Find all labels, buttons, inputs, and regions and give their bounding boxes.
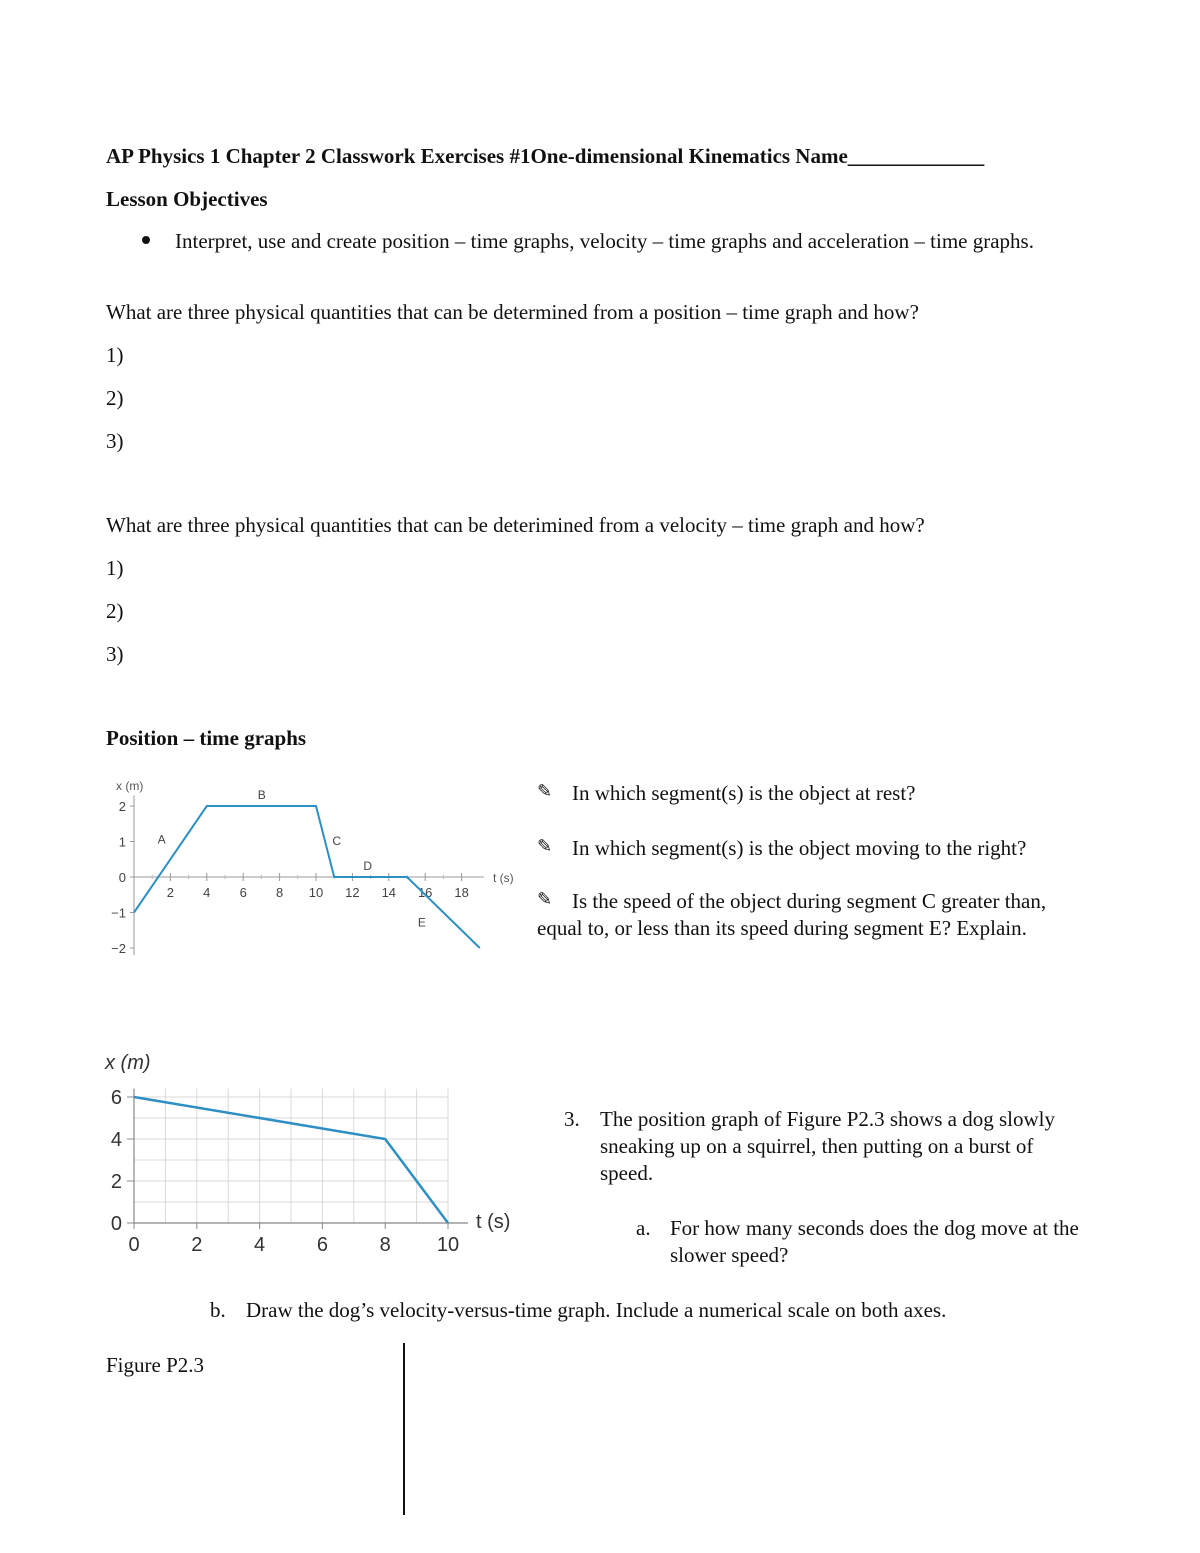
pencil-icon: ✎ — [537, 889, 553, 909]
x-tick-label: 6 — [316, 1234, 328, 1256]
x-tick-label: 2 — [166, 885, 175, 900]
y-tick-label: 0 — [118, 870, 126, 885]
velocity-question: What are three physical quantities that can be deterimined from a velocity – time graph and how? — [106, 513, 925, 537]
segment-label-c: C — [332, 834, 342, 849]
answer-label: 3) — [106, 642, 124, 666]
y-tick-label: 4 — [110, 1129, 122, 1151]
question-speed-compare: Is the speed of the object during segment C greater than, equal to, or less than its speed during segment E? Explain. — [537, 889, 1047, 940]
problem-text: The position graph of Figure P2.3 shows a dog slowly sneaking up on a squirrel, then putting on a burst of speed. — [600, 1107, 1055, 1185]
tick-labels — [111, 1087, 459, 1256]
x-tick-label: 16 — [417, 885, 433, 900]
segment-label-e: E — [417, 915, 426, 930]
x-tick-label: 14 — [381, 885, 397, 900]
part-a-text: For how many seconds does the dog move at the slower speed? — [670, 1216, 1079, 1267]
axes — [130, 795, 484, 955]
x-tick-label: 4 — [203, 885, 211, 900]
segments-graph — [100, 772, 520, 972]
x-tick-label: 2 — [191, 1234, 203, 1256]
x-axis-label: t (s) — [493, 871, 514, 885]
x-tick-label: 4 — [254, 1234, 266, 1256]
answer-label: 2) — [106, 599, 124, 623]
gridlines — [134, 1089, 448, 1223]
objective-item: Interpret, use and create position – time graphs, velocity – time graphs and acceleration – time graphs. — [175, 229, 1034, 253]
figure-p2-3-graph — [100, 1045, 520, 1270]
pencil-icon: ✎ — [537, 836, 553, 856]
name-blank: _____________ — [847, 144, 985, 168]
x-tick-label: 8 — [275, 885, 284, 900]
bullet-icon — [142, 236, 150, 244]
answer-label: 3) — [106, 429, 124, 453]
drawing-axis-line — [403, 1343, 405, 1515]
y-tick-label: 6 — [110, 1087, 122, 1109]
answer-label: 1) — [106, 556, 124, 580]
answer-label: 2) — [106, 386, 124, 410]
y-tick-label: 1 — [118, 834, 126, 850]
y-axis-label: x (m) — [116, 779, 144, 793]
x-tick-label: 18 — [454, 885, 469, 900]
objectives-heading: Lesson Objectives — [106, 187, 268, 211]
page-title — [106, 143, 984, 170]
y-axis-label: x (m) — [105, 1052, 151, 1074]
x-tick-label: 0 — [128, 1234, 140, 1256]
x-axis-label: t (s) — [476, 1211, 511, 1233]
figure-label: Figure P2.3 — [106, 1353, 205, 1377]
x-tick-label: 12 — [345, 885, 360, 900]
y-tick-label: 2 — [110, 1171, 122, 1193]
part-a-label: a. — [636, 1216, 651, 1240]
question-at-rest: In which segment(s) is the object at rest? — [572, 781, 916, 805]
x-tick-label: 8 — [379, 1234, 391, 1256]
y-tick-label: −2 — [111, 941, 126, 956]
problem-number: 3. — [564, 1107, 580, 1131]
title-text: AP Physics 1 Chapter 2 Classwork Exercises #1One-dimensional Kinematics Name — [106, 144, 848, 168]
x-tick-label: 6 — [239, 885, 247, 900]
pencil-icon: ✎ — [537, 781, 553, 801]
part-b-label: b. — [210, 1298, 226, 1322]
y-tick-label: 0 — [110, 1213, 122, 1235]
answer-label: 1) — [106, 343, 124, 367]
question-moving-right: In which segment(s) is the object moving to the right? — [572, 836, 1027, 860]
part-b-text: Draw the dog’s velocity-versus-time graph. Include a numerical scale on both axes. — [246, 1298, 947, 1322]
section-heading: Position – time graphs — [106, 726, 307, 750]
segment-label-a: A — [157, 832, 166, 847]
x-tick-label: 10 — [308, 885, 324, 900]
segment-label-b: B — [257, 787, 266, 802]
x-tick-label: 10 — [436, 1234, 460, 1256]
y-tick-label: −1 — [111, 905, 126, 921]
segment-labels — [158, 788, 426, 930]
y-tick-label: 2 — [118, 799, 126, 814]
position-question: What are three physical quantities that can be determined from a position – time graph and how? — [106, 300, 919, 324]
segment-label-d: D — [363, 858, 372, 873]
